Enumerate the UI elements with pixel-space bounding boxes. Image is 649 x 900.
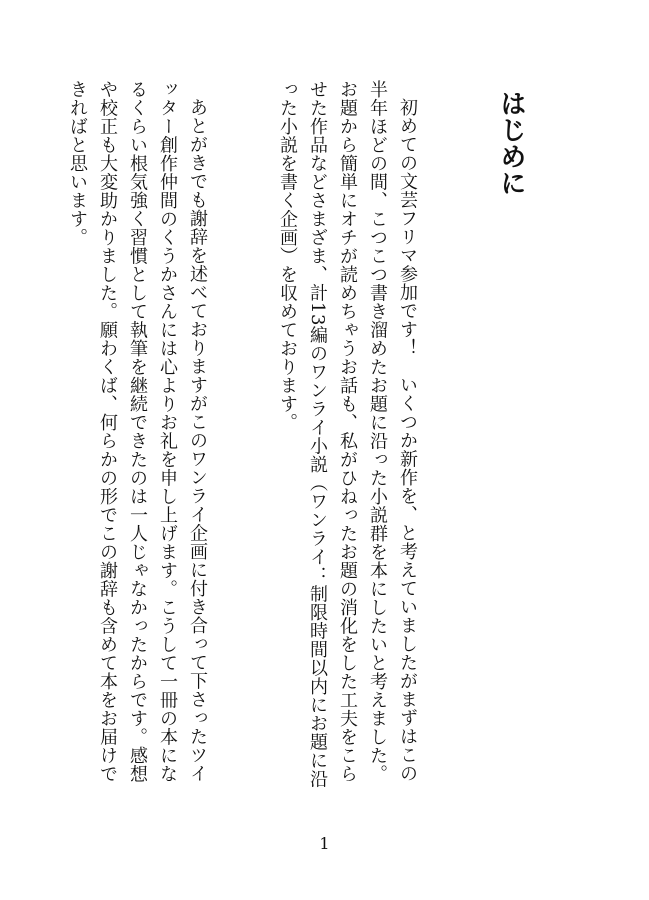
page-number: 1 [319,834,330,853]
paragraph-intro: 初めての文芸フリマ参加です！ いくつか新作を、と考えていましたがまずはこの半年ほどの間、こつこつ書き溜めたお題に沿った小説群を本にしたいと考えました。お題から簡単にオチが読めちゃうお話も、私がひねったお題の消化をした工夫をこらせた作品などさまざま、計13編のワンライ小説（ワンライ：制限時間以内にお題に沿った小説を書く企画）を収めております。 [277,80,418,789]
paragraph-closing [0,80,2,800]
vertical-text-area [67,80,586,800]
paragraph-thanks: あとがきでも謝辞を述べておりますがこのワンライ企画に付き合って下さったツイッター創作仲間のくうかさんには心よりお礼を申し上げます。こうして一冊の本になるくらい根気強く習慣として執筆を継続できたのは一人じゃなかったからです。感想や校正も大変助かりました。願わくば、何らかの形でこの謝辞も含めて本をお届けできればと思います。 [67,80,208,783]
page-title: はじめに [496,90,526,196]
